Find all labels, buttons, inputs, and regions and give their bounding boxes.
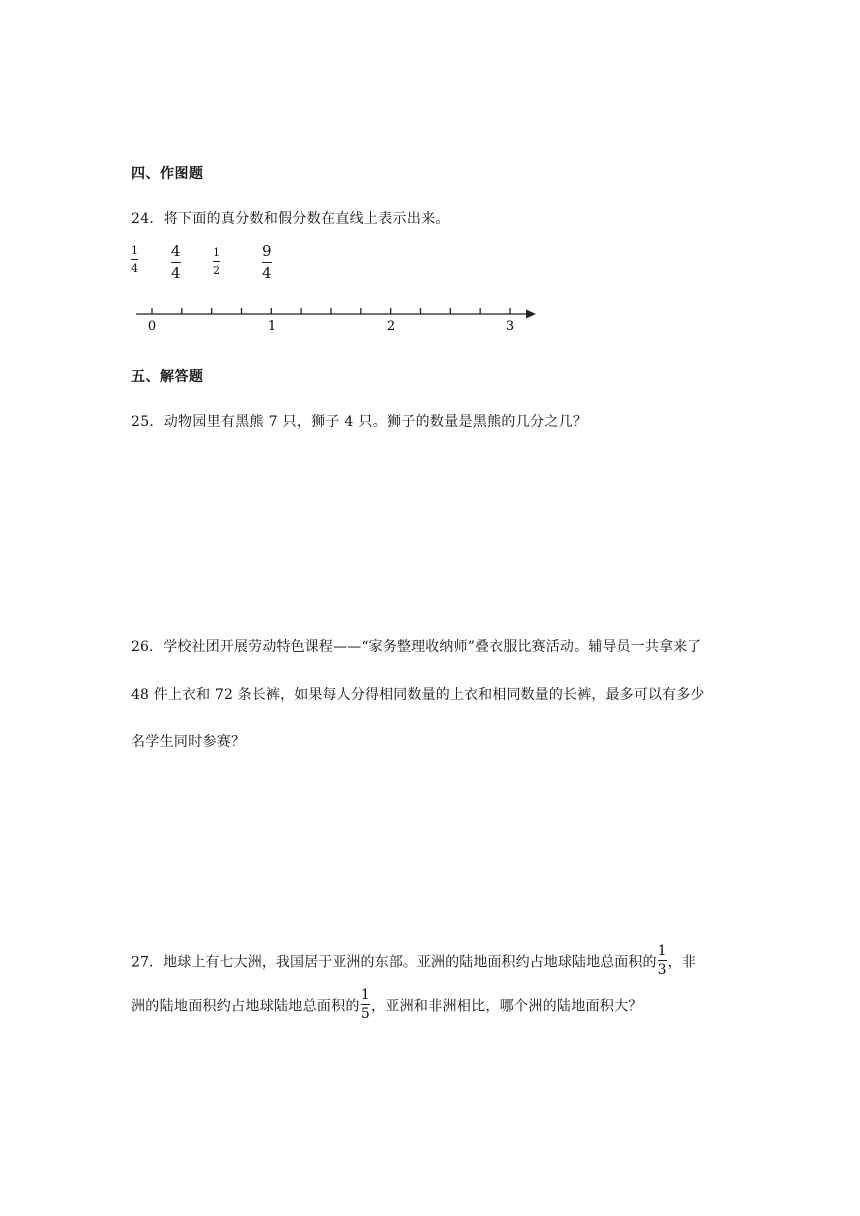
- section-heading-4: 四、作图题: [131, 166, 204, 182]
- numerator: 1: [213, 246, 220, 259]
- numerator: 1: [360, 987, 371, 1003]
- fraction-bar: [171, 262, 181, 263]
- question-26-line-2: 48 件上衣和 72 条长裤，如果每人分得相同数量的上衣和相同数量的长裤，最多可以有多少: [131, 687, 705, 703]
- denominator: 5: [360, 1006, 371, 1022]
- numerator: 9: [262, 242, 272, 260]
- denominator: 4: [171, 264, 181, 282]
- denominator: 3: [657, 962, 667, 978]
- denominator: 2: [213, 264, 220, 277]
- question-27-line-2: [131, 987, 643, 1023]
- question-26-line-1: 26．学校社团开展劳动特色课程——“家务整理收纳师”叠衣服比赛活动。辅导员一共拿来了: [131, 639, 702, 655]
- tick-label-2: 2: [386, 319, 396, 334]
- fraction-1-3: [658, 944, 667, 977]
- question-27-line-1: [131, 943, 696, 979]
- numerator: 1: [657, 943, 667, 959]
- number-line: [130, 300, 550, 340]
- numerator: 4: [171, 242, 181, 260]
- question-27-line-1-text: 27．地球上有七大洲，我国居于亚洲的东部。亚洲的陆地面积约占地球陆地总面积的: [131, 954, 657, 971]
- fraction-bar: [131, 259, 138, 260]
- denominator: 4: [131, 262, 138, 275]
- fraction-bar: [658, 960, 667, 961]
- fraction-1-2: [213, 247, 220, 276]
- fraction-9-4: [262, 244, 272, 281]
- number-line-ticks: [136, 308, 510, 314]
- tick-label-1: 1: [267, 319, 277, 334]
- denominator: 4: [262, 264, 272, 282]
- number-line-arrow: [526, 310, 536, 319]
- question-27-line-1-tail: ，非: [667, 954, 696, 971]
- numerator: 1: [131, 244, 138, 257]
- tick-label-0: 0: [147, 319, 157, 334]
- section-heading-5: 五、解答题: [131, 369, 204, 385]
- question-25-text: 25．动物园里有黑熊 7 只，狮子 4 只。狮子的数量是黑熊的几分之几？: [131, 414, 588, 430]
- tick-label-3: 3: [505, 319, 515, 334]
- fraction-bar: [262, 262, 272, 263]
- question-27-line-2-text: 洲的陆地面积约占地球陆地总面积的: [131, 998, 360, 1015]
- question-26-line-3: 名学生同时参赛？: [131, 734, 246, 750]
- fraction-1-4: [131, 245, 138, 274]
- fraction-bar: [361, 1004, 370, 1005]
- fraction-4-4: [171, 244, 181, 281]
- question-24-text: 24．将下面的真分数和假分数在直线上表示出来。: [131, 211, 450, 227]
- fraction-1-5: [361, 988, 370, 1021]
- question-27-line-2-tail: ，亚洲和非洲相比，哪个洲的陆地面积大？: [371, 998, 643, 1015]
- fraction-bar: [213, 261, 220, 262]
